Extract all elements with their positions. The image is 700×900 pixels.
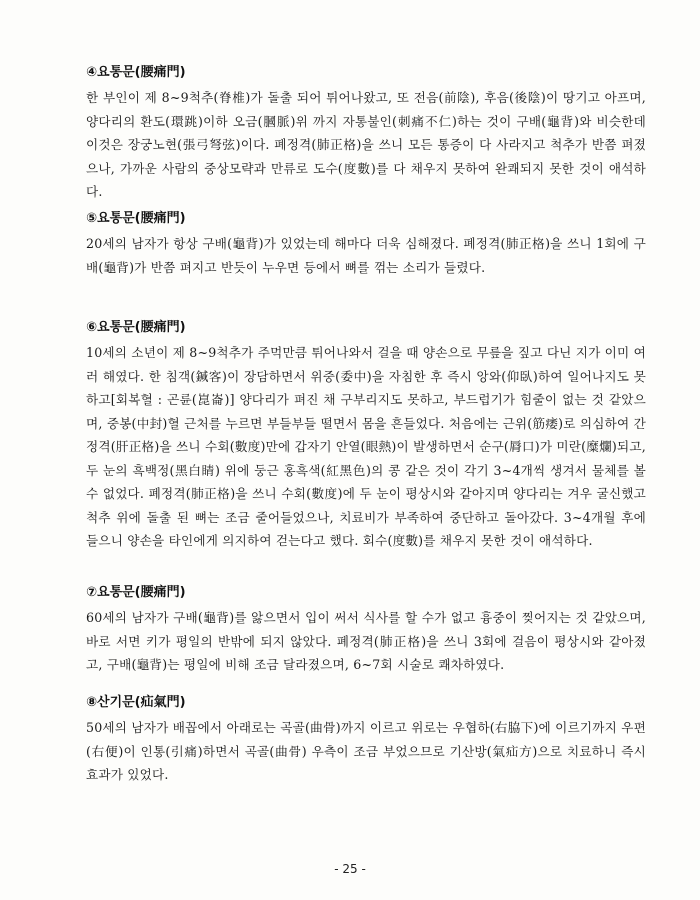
section-text: 한 부인이 제 8~9척추(脊椎)가 돌출 되어 튀어나왔고, 또 전음(前陰), 후음(後陰)이 땅기고 아프며, 양다리의 환도(環跳)이하 오금(膕脈)위 까지 자통불인(刺痛不仁)하는 것이 구배(龜背)와 비슷한데 이것은 장궁노현(張弓弩弦)이다. 폐정격(肺正格)을 쓰니 모든 통증이 다 사라지고 척추가 반쯤 펴졌으나, 가까운 사람의 중상모략과 만류로 도수(度數)를 다 채우지 못하여 완쾌되지 못한 것이 애석하다.: [86, 90, 646, 199]
section-text: 10세의 소년이 제 8~9척추가 주먹만큼 튀어나와서 걸을 때 양손으로 무릎을 짚고 다닌 지가 이미 여러 해였다. 한 침객(鍼客)이 장담하면서 위중(委中)을 자침한 후 즉시 앙와(仰臥)하여 일어나지도 못하고[회복혈 : 곤륜(崑崙)] 양다리가 펴진 채 구부리지도 못하고, 부드럽기가 힘줄이 없는 것 같았으며, 중봉(中封)혈 근처를 누르면 부들부들 떨면서 몸을 흔들었다. 처음에는 근위(筋痿)로 의심하여 간정격(肝正格)을 쓰니 수회(數度)만에 갑자기 안열(眼熱)이 발생하면서 순구(脣口)가 미란(糜爛)되고, 두 눈의 흑백정(黑白睛) 위에 둥근 홍흑색(紅黑色)의 콩 같은 것이 각기 3~4개씩 생겨서 물체를 볼 수 없었다. 폐정격(肺正格)을 쓰니 수회(數度)에 두 눈이 평상시와 같아지며 양다리는 겨우 굴신했고 척추 위에 돌출 된 뼈는 조금 줄어들었으나, 치료비가 부족하여 중단하고 돌아갔다. 3~4개월 후에 들으니 양손을 타인에게 의지하여 걷는다고 했다. 회수(度數)를 채우지 못한 것이 애석하다.: [86, 345, 646, 548]
section-heading: ⑧산기문(疝氣門): [86, 695, 186, 710]
section-lumbago-5: [86, 210, 646, 279]
section-lumbago-4: [86, 64, 646, 204]
section-text: 60세의 남자가 구배(龜背)를 앓으면서 입이 써서 식사를 할 수가 없고 흉중이 찢어지는 것 같았으며, 바로 서면 키가 평일의 반밖에 되지 않았다. 폐정격(肺正格)을 쓰니 3회에 걸음이 평상시와 같아졌고, 구배(龜背)는 평일에 비해 조금 달라졌으며, 6~7회 시술로 쾌차하였다.: [86, 610, 646, 672]
section-heading: ⑦요통문(腰痛門): [86, 585, 186, 600]
page-number: - 25 -: [334, 862, 366, 876]
section-text: 50세의 남자가 배꼽에서 아래로는 곡골(曲骨)까지 이르고 위로는 우협하(右脇下)에 이르기까지 우편(右便)이 인통(引痛)하면서 곡골(曲骨) 우측이 조금 부었으므로 기산방(氣疝方)으로 치료하니 즉시 효과가 있었다.: [86, 720, 646, 782]
section-heading: ⑤요통문(腰痛門): [86, 211, 186, 226]
section-heading: ⑥요통문(腰痛門): [86, 320, 186, 335]
section-text: 20세의 남자가 항상 구배(龜背)가 있었는데 해마다 더욱 심해졌다. 폐정격(肺正格)을 쓰니 1회에 구배(龜背)가 반쯤 펴지고 반듯이 누우면 등에서 뼈를 꺾는 소리가 들렸다.: [86, 236, 646, 275]
section-hernia-8: [86, 694, 646, 787]
section-lumbago-6: [86, 319, 646, 553]
section-lumbago-7: [86, 584, 646, 677]
section-heading: ④요통문(腰痛門): [86, 65, 186, 80]
